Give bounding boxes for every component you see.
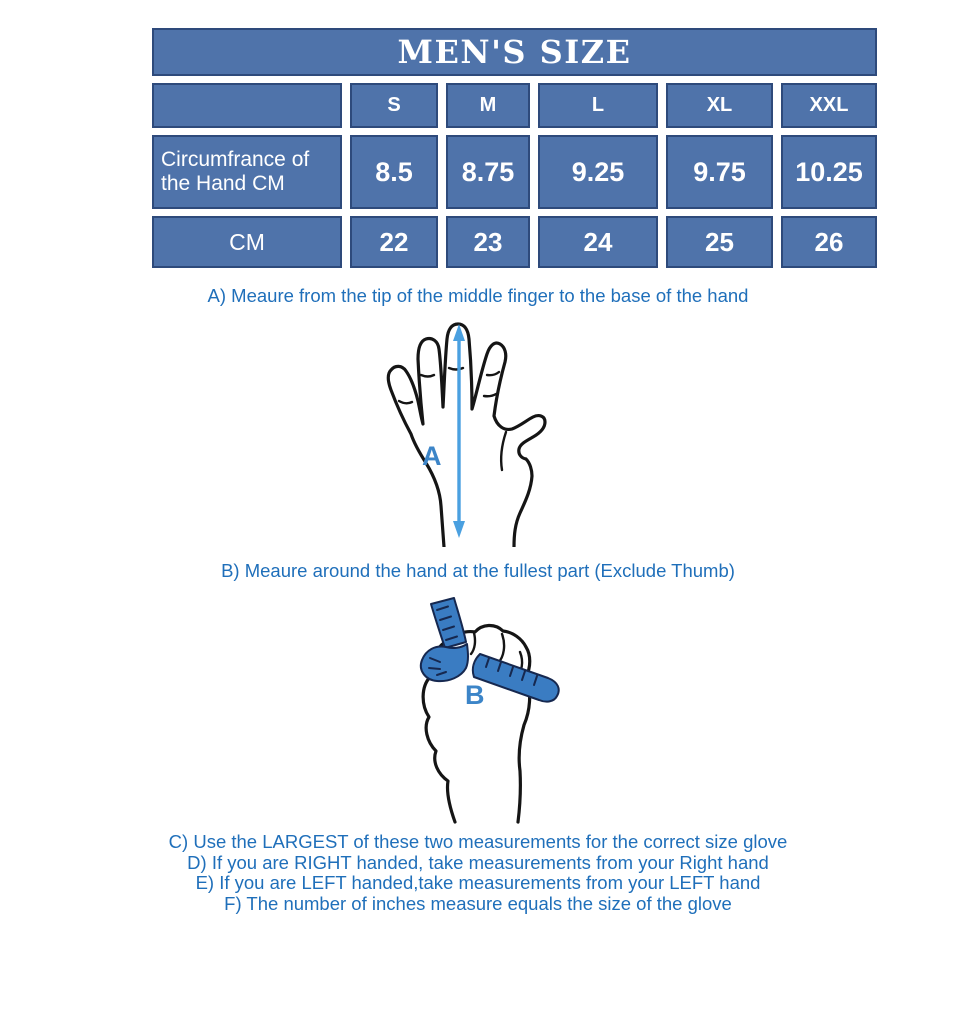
row-label-circumference: Circumfrance of the Hand CM [152, 135, 342, 209]
circumference-value-l: 9.25 [538, 135, 658, 209]
instruction-f: F) The number of inches measure equals the size of the glove [224, 892, 732, 914]
circumference-value-s: 8.5 [350, 135, 438, 209]
table-title: MEN'S SIZE [152, 28, 877, 76]
table-corner-cell [152, 83, 342, 128]
cm-value-s: 22 [350, 216, 438, 268]
instructions-c-to-f [0, 832, 956, 914]
column-header-xxl: XXL [781, 83, 877, 128]
circumference-value-xxl: 10.25 [781, 135, 877, 209]
cm-value-m: 23 [446, 216, 530, 268]
column-header-m: M [446, 83, 530, 128]
column-header-l: L [538, 83, 658, 128]
instruction-a: A) Meaure from the tip of the middle finger to the base of the hand [207, 285, 749, 306]
circumference-value-m: 8.75 [446, 135, 530, 209]
column-header-s: S [350, 83, 438, 128]
mens-size-table [152, 28, 877, 268]
cm-value-xl: 25 [666, 216, 773, 268]
row-label-cm: CM [152, 216, 342, 268]
cm-value-xxl: 26 [781, 216, 877, 268]
instruction-d: D) If you are RIGHT handed, take measurements from your Right hand [187, 851, 769, 873]
instruction-c: C) Use the LARGEST of these two measurements for the correct size glove [168, 831, 788, 852]
hand-length-measure-diagram [358, 312, 598, 547]
fist-circumference-measure-diagram [385, 590, 600, 825]
diagram-label-b: B [465, 680, 485, 710]
circumference-value-xl: 9.75 [666, 135, 773, 209]
instruction-b: B) Meaure around the hand at the fullest part (Exclude Thumb) [221, 560, 735, 581]
open-hand-outline [388, 324, 545, 547]
column-header-xl: XL [666, 83, 773, 128]
instruction-e: E) If you are LEFT handed,take measurements from your LEFT hand [195, 872, 761, 893]
diagram-label-a: A [422, 441, 442, 471]
cm-value-l: 24 [538, 216, 658, 268]
